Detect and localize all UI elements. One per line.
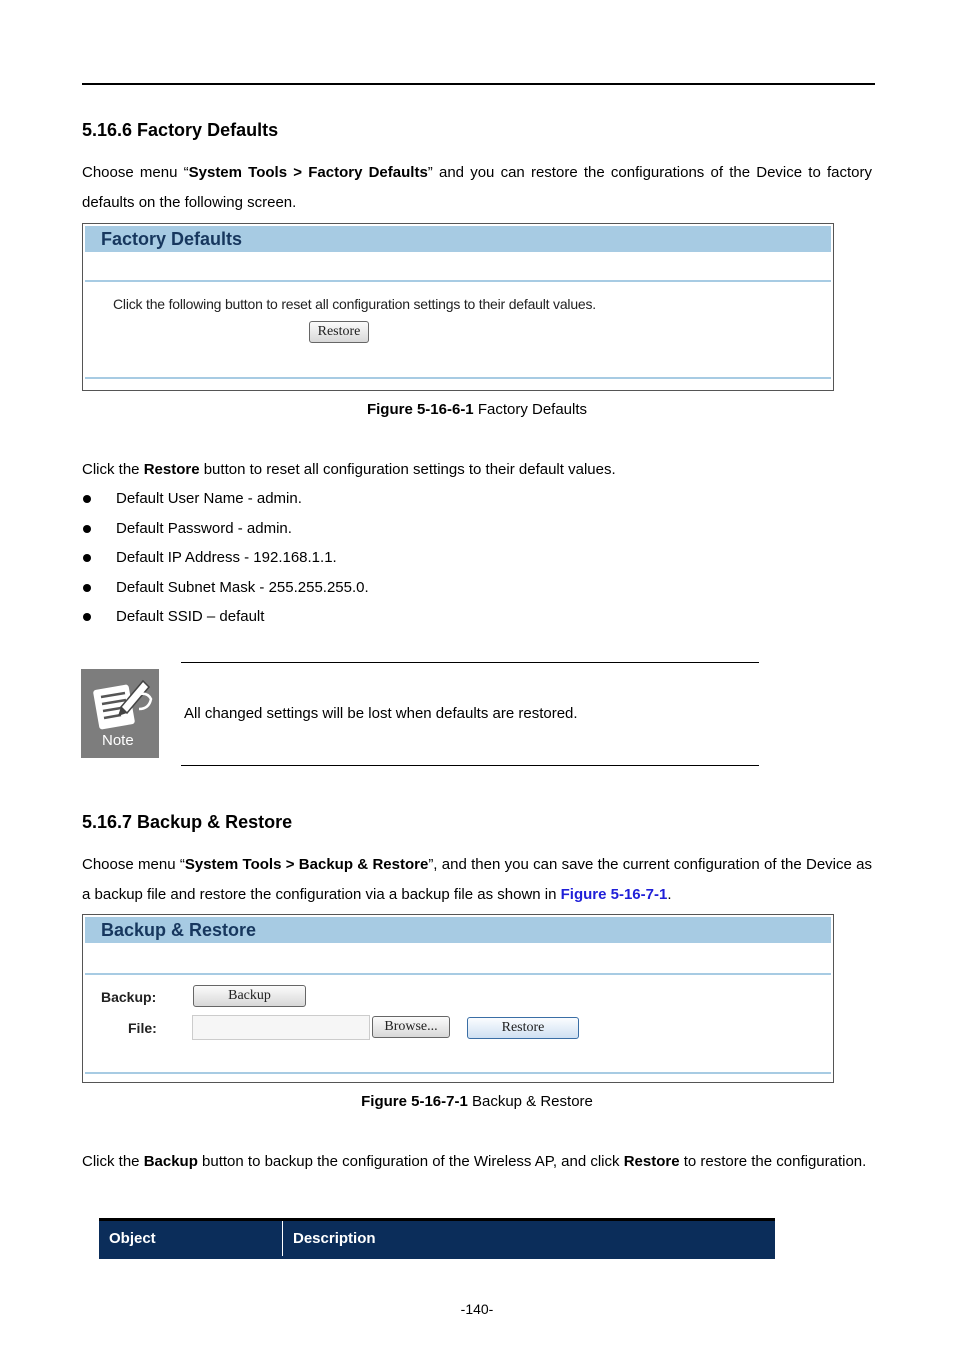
screenshot-title-bar <box>85 226 831 252</box>
divider <box>85 973 831 975</box>
note-rule-top <box>181 662 759 663</box>
restore-button[interactable]: Restore <box>467 1017 579 1039</box>
section-heading-factory-defaults: 5.16.6 Factory Defaults <box>82 120 279 140</box>
object-description-table <box>99 1218 775 1259</box>
desc-text: Click the <box>82 461 144 478</box>
backup-description <box>82 1147 872 1177</box>
restore-button[interactable]: Restore <box>309 321 369 343</box>
screenshot-title-bar <box>85 917 831 943</box>
factory-defaults-screenshot <box>82 223 834 391</box>
backup-restore-intro <box>82 850 872 909</box>
desc-bold: Restore <box>143 461 200 478</box>
note-icon <box>81 669 159 758</box>
desc-bold: Backup <box>143 1153 198 1170</box>
intro-text: Choose menu “ <box>82 164 189 181</box>
backup-restore-screenshot <box>82 914 834 1083</box>
desc-text: Click the <box>82 1153 144 1170</box>
note-text: All changed settings will be lost when defaults are restored. <box>184 705 578 722</box>
list-item: Default Subnet Mask - 255.255.255.0. <box>82 573 369 603</box>
figure-title: Backup & Restore <box>467 1093 593 1110</box>
reset-message: Click the following button to reset all configuration settings to their default values. <box>113 296 596 312</box>
figure-title: Factory Defaults <box>473 401 588 418</box>
screenshot-title: Backup & Restore <box>101 920 257 940</box>
menu-path: System Tools > Factory Defaults <box>188 164 428 181</box>
divider <box>85 280 831 282</box>
figure-caption <box>82 401 872 418</box>
screenshot-title: Factory Defaults <box>101 229 243 249</box>
table-header-row <box>99 1220 775 1258</box>
note-rule-bottom <box>181 765 759 766</box>
factory-defaults-intro <box>82 158 872 217</box>
section-heading-backup-restore: 5.16.7 Backup & Restore <box>82 812 293 832</box>
intro-text: . <box>667 885 672 903</box>
file-label: File: <box>128 1020 157 1036</box>
restore-description <box>82 455 872 485</box>
note-icon-label: Note <box>102 732 134 749</box>
intro-text: Choose menu “ <box>82 856 185 873</box>
desc-text: button to backup the configuration of the Wireless AP, and click <box>197 1153 624 1170</box>
page-number: -140- <box>460 1301 494 1317</box>
browse-button[interactable]: Browse... <box>372 1016 450 1038</box>
list-item: Default User Name - admin. <box>82 484 369 514</box>
figure-number: Figure 5-16-7-1 <box>361 1093 468 1110</box>
table-header-object: Object <box>99 1220 283 1258</box>
list-item: Default IP Address - 192.168.1.1. <box>82 543 369 573</box>
figure-number: Figure 5-16-6-1 <box>366 401 474 418</box>
list-item: Default Password - admin. <box>82 514 369 544</box>
list-item: Default SSID – default <box>82 602 369 632</box>
table-header-description: Description <box>283 1220 776 1258</box>
backup-label: Backup: <box>101 989 157 1005</box>
intro-text: ” and you can restore the configurations of the Device to factory defaults on the following screen. <box>82 164 873 211</box>
desc-text: button to reset all configuration settings to their default values. <box>199 461 616 478</box>
figure-link[interactable]: Figure 5-16-7-1 <box>560 885 668 903</box>
desc-text: to restore the configuration. <box>679 1153 867 1170</box>
header-rule <box>82 83 875 85</box>
figure-caption <box>82 1093 872 1110</box>
menu-path: System Tools > Backup & Restore <box>184 856 429 873</box>
file-path-input[interactable] <box>192 1015 370 1040</box>
backup-button[interactable]: Backup <box>193 985 306 1007</box>
divider <box>85 1072 831 1074</box>
defaults-list <box>82 484 369 632</box>
divider <box>85 377 831 379</box>
desc-bold: Restore <box>623 1153 680 1170</box>
intro-text: ”, and then you can save the current configuration of the Device as a backup file and restore the configuration via a backup file as shown in <box>82 856 872 903</box>
